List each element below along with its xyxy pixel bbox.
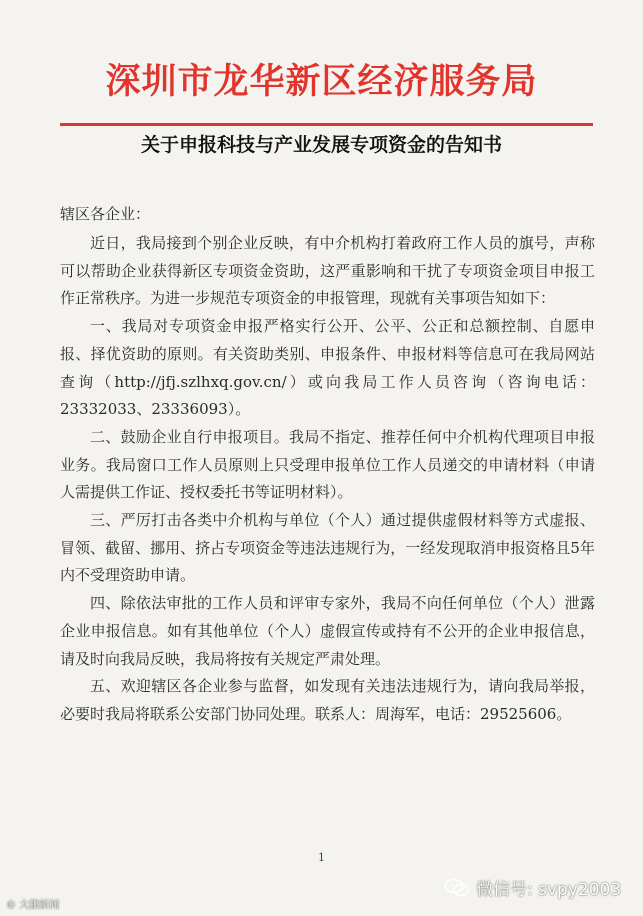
issuing-organization-header: 深圳市龙华新区经济服务局 — [105, 61, 538, 102]
salutation: 辖区各企业： — [60, 205, 151, 223]
body-paragraph: 三、严厉打击各类中介机构与单位（个人）通过提供虚假材料等方式虚报、冒领、截留、挪用、挤占专项资金等违法违规行为，一经发现取消申报资格且5年内不受理资助申请。 — [60, 511, 595, 585]
wechat-icon — [444, 878, 470, 898]
wechat-watermark — [444, 875, 621, 900]
body-paragraph: 一、我局对专项资金申报严格实行公开、公平、公正和总额控制、自愿申报、择优资助的原则。有关资助类别、申报条件、申报材料等信息可在我局网站查询（http://jfj.szlhxq.gov.cn/）或向我局工作人员咨询（咨询电话：23332033、23336093）。 — [60, 317, 595, 419]
document-body — [60, 230, 595, 729]
wechat-id-text: 微信号: svpy2003 — [476, 880, 622, 900]
body-paragraph: 五、欢迎辖区各企业参与监督，如发现有关违法违规行为，请向我局举报，必要时我局将联系公安部门协同处理。联系人：周海军，电话：29525606。 — [60, 677, 595, 723]
body-paragraph: 四、除依法审批的工作人员和评审专家外，我局不向任何单位（个人）泄露企业申报信息。如有其他单位（个人）虚假宣传或持有不公开的企业申报信息，请及时向我局反映，我局将按有关规定严肃处理。 — [60, 594, 595, 668]
body-paragraph: 近日，我局接到个别企业反映，有中介机构打着政府工作人员的旗号，声称可以帮助企业获得新区专项资金资助，这严重影响和干扰了专项资金项目申报工作正常秩序。为进一步规范专项资金的申报管理，现就有关事项告知如下： — [60, 234, 595, 308]
source-watermark: © 大鹏新闻 — [6, 900, 60, 911]
document-title: 关于申报科技与产业发展专项资金的告知书 — [140, 134, 502, 156]
page-number: 1 — [318, 851, 325, 864]
body-paragraph: 二、鼓励企业自行申报项目。我局不指定、推荐任何中介机构代理项目申报业务。我局窗口工作人员原则上只受理申报单位工作人员递交的申请材料（申请人需提供工作证、授权委托书等证明材料）。 — [60, 427, 595, 502]
header-red-rule — [60, 123, 593, 126]
